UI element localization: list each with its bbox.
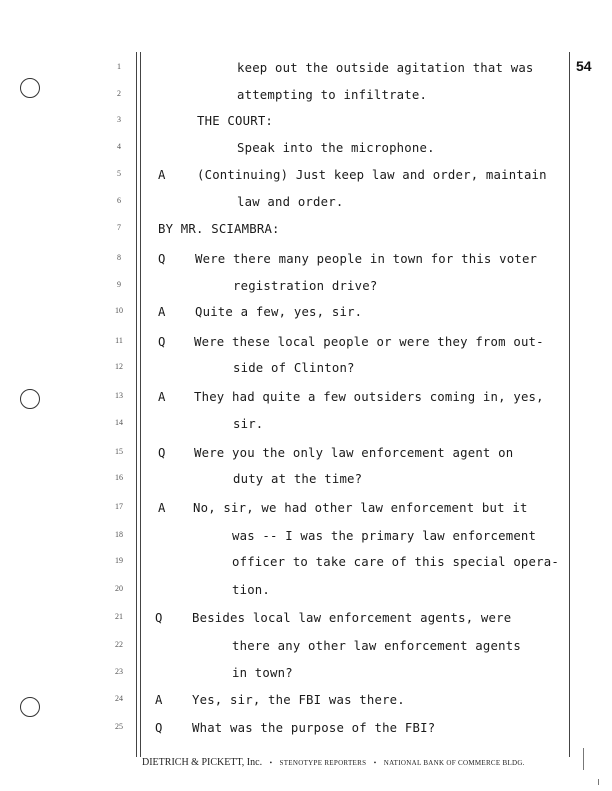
transcript-line: there any other law enforcement agents [232, 639, 521, 653]
transcript-line: Were these local people or were they from out- [194, 335, 544, 349]
line-number: 23 [115, 667, 123, 676]
transcript-line: Were there many people in town for this voter [195, 252, 538, 266]
transcript-line: Quite a few, yes, sir. [195, 305, 363, 319]
transcript-line: Yes, sir, the FBI was there. [192, 693, 405, 707]
separator-dot: • [373, 759, 377, 767]
left-margin-rule-inner [140, 52, 141, 757]
transcript-line: (Continuing) Just keep law and order, maintain [197, 168, 547, 182]
answer-marker: A [158, 390, 166, 404]
transcript-line: keep out the outside agitation that was [237, 61, 534, 75]
transcript-line: side of Clinton? [233, 361, 355, 375]
transcript-line: What was the purpose of the FBI? [192, 721, 436, 735]
line-number: 11 [115, 336, 123, 345]
transcript-line: law and order. [237, 195, 344, 209]
reporter-address: NATIONAL BANK OF COMMERCE BLDG. [383, 759, 525, 767]
separator-dot: • [269, 759, 273, 767]
line-number: 24 [115, 694, 123, 703]
transcript-line: was -- I was the primary law enforcement [232, 529, 537, 543]
question-marker: Q [158, 335, 166, 349]
line-number: 25 [115, 722, 123, 731]
line-number: 19 [115, 556, 123, 565]
answer-marker: A [158, 168, 166, 182]
speaker-heading: THE COURT: [197, 114, 274, 128]
line-number: 22 [115, 640, 123, 649]
question-marker: Q [155, 721, 163, 735]
question-marker: Q [155, 611, 163, 625]
transcript-line: No, sir, we had other law enforcement but it [193, 501, 528, 515]
line-number: 16 [115, 473, 123, 482]
line-number: 17 [115, 502, 123, 511]
transcript-line: Were you the only law enforcement agent on [194, 446, 514, 460]
question-marker: Q [158, 252, 166, 266]
binder-hole-top [20, 78, 40, 98]
transcript-line: in town? [232, 666, 293, 680]
reporter-firm: DIETRICH & PICKETT, Inc. [142, 757, 263, 768]
reporter-service: STENOTYPE REPORTERS [279, 759, 367, 767]
line-number: 14 [115, 418, 123, 427]
line-number: 1 [117, 62, 121, 71]
binder-hole-bottom [20, 697, 40, 717]
left-margin-rule [136, 52, 137, 757]
transcript-line: officer to take care of this special opera- [232, 555, 559, 569]
line-number: 12 [115, 362, 123, 371]
line-number: 10 [115, 306, 123, 315]
line-number: 2 [117, 89, 121, 98]
line-number: 9 [117, 280, 121, 289]
question-marker: Q [158, 446, 166, 460]
transcript-line: duty at the time? [233, 472, 363, 486]
line-number: 3 [117, 115, 121, 124]
scan-mark [598, 779, 599, 785]
line-number: 6 [117, 196, 121, 205]
examiner-heading: BY MR. SCIAMBRA: [158, 222, 280, 236]
line-number: 4 [117, 142, 121, 151]
line-number: 7 [117, 223, 121, 232]
transcript-line: Speak into the microphone. [237, 141, 435, 155]
transcript-line: sir. [233, 417, 264, 431]
line-number: 15 [115, 447, 123, 456]
answer-marker: A [158, 305, 166, 319]
line-number: 8 [117, 253, 121, 262]
transcript-line: Besides local law enforcement agents, were [192, 611, 512, 625]
page-number: 54 [576, 58, 592, 74]
line-number: 5 [117, 169, 121, 178]
transcript-line: registration drive? [233, 279, 378, 293]
transcript-line: tion. [232, 583, 271, 597]
answer-marker: A [155, 693, 163, 707]
binder-hole-middle [20, 389, 40, 409]
answer-marker: A [158, 501, 166, 515]
line-number: 20 [115, 584, 123, 593]
line-number: 13 [115, 391, 123, 400]
line-number: 18 [115, 530, 123, 539]
reporter-footer [142, 757, 582, 768]
transcript-line: attempting to infiltrate. [237, 88, 428, 102]
line-number: 21 [115, 612, 123, 621]
right-margin-rule [569, 52, 570, 757]
transcript-line: They had quite a few outsiders coming in, yes, [194, 390, 544, 404]
scan-mark [583, 748, 584, 770]
